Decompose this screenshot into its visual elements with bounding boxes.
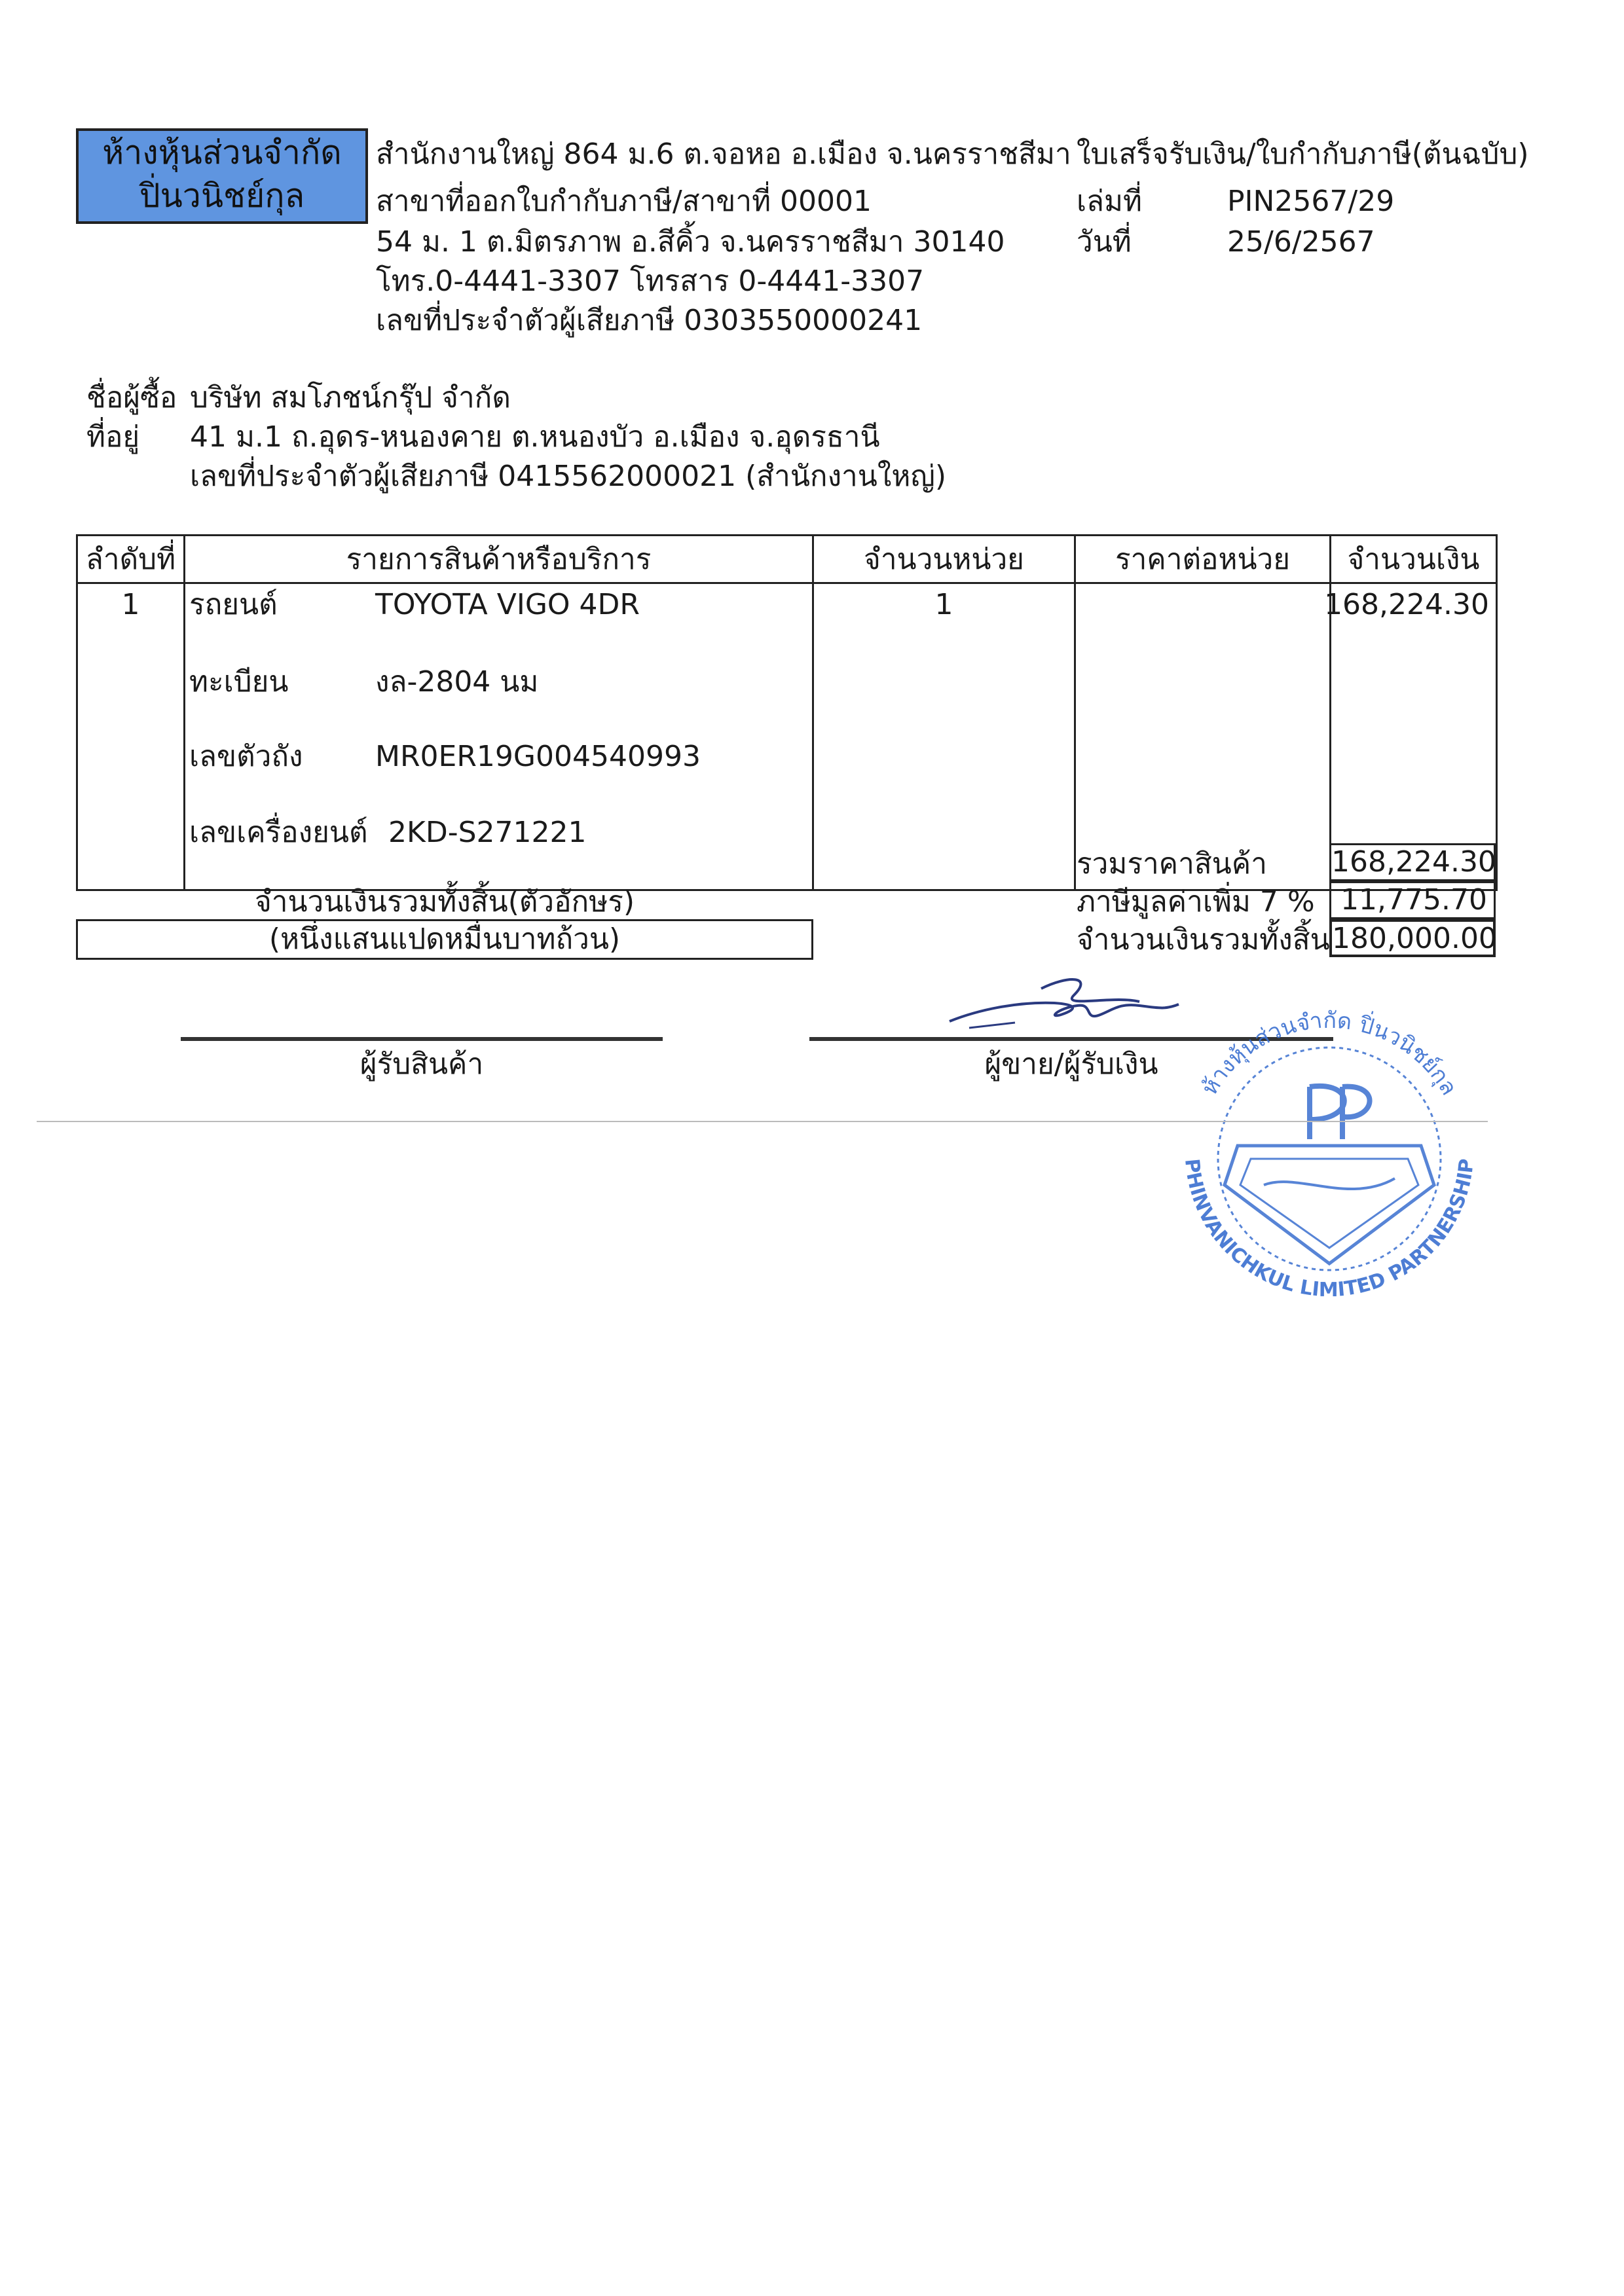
- chassis-label: เลขตัวถัง: [189, 740, 303, 773]
- row-index: 1: [121, 588, 140, 621]
- engine-label: เลขเครื่องยนต์: [189, 816, 368, 849]
- company-name-box: [76, 128, 368, 224]
- items-table: [76, 534, 1498, 891]
- table-row: [77, 583, 1497, 890]
- amount-in-words-label: จำนวนเงินรวมทั้งสิ้น(ตัวอักษร): [254, 885, 635, 919]
- stamp-bottom-text: PHINVANICHKUL LIMITED PARTNERSHIP: [1180, 1157, 1479, 1302]
- stamp-top-text: ห้างหุ้นส่วนจำกัด ปิ่นวนิชย์กุล: [1196, 1007, 1462, 1100]
- row-amount: 168,224.30: [1324, 588, 1489, 621]
- buyer-name: บริษัท สมโภชน์กรุ๊ป จำกัด: [190, 381, 511, 414]
- company-stamp-icon: [1159, 989, 1500, 1329]
- branch-address: 54 ม. 1 ต.มิตรภาพ อ.สีคิ้ว จ.นครราชสีมา 30140: [376, 225, 1005, 259]
- row-quantity-cell: [813, 583, 1075, 890]
- book-label: เล่มที่: [1077, 185, 1143, 218]
- company-name-line2: ปิ่นวนิชย์กุล: [139, 177, 305, 215]
- chassis-number: MR0ER19G004540993: [375, 740, 701, 773]
- receiver-signature-label: ผู้รับสินค้า: [360, 1048, 484, 1081]
- company-tax-id: เลขที่ประจำตัวผู้เสียภาษี 0303550000241: [376, 304, 923, 337]
- document-date: 25/6/2567: [1227, 225, 1375, 259]
- subtotal-label: รวมราคาสินค้า: [1077, 847, 1267, 881]
- branch-info: สาขาที่ออกใบกำกับภาษี/สาขาที่ 00001: [376, 185, 872, 218]
- header-index: ลำดับที่: [77, 536, 185, 583]
- engine-number: 2KD-S271221: [388, 816, 587, 849]
- grand-total-value: 180,000.00: [1329, 919, 1496, 957]
- registration-value: งล-2804 นม: [375, 665, 539, 699]
- row-index-cell: [77, 583, 185, 890]
- buyer-address: 41 ม.1 ถ.อุดร-หนองคาย ต.หนองบัว อ.เมือง จ.อุดรธานี: [190, 420, 880, 454]
- table-header-row: [77, 536, 1497, 583]
- row-quantity: 1: [934, 588, 953, 621]
- buyer-address-label: ที่อยู่: [86, 420, 140, 454]
- header-unit-price: ราคาต่อหน่วย: [1075, 536, 1331, 583]
- vehicle-label: รถยนต์: [189, 588, 278, 621]
- vehicle-model: TOYOTA VIGO 4DR: [375, 588, 640, 621]
- head-office-address: สำนักงานใหญ่ 864 ม.6 ต.จอหอ อ.เมือง จ.นครราชสีมา: [376, 137, 1071, 171]
- registration-label: ทะเบียน: [189, 665, 289, 699]
- bottom-divider: [37, 1121, 1488, 1122]
- grand-total-label: จำนวนเงินรวมทั้งสิ้น: [1077, 923, 1330, 957]
- header-description: รายการสินค้าหรือบริการ: [185, 536, 813, 583]
- row-description-cell: [185, 583, 813, 890]
- seller-signature-label: ผู้ขาย/ผู้รับเงิน: [984, 1048, 1158, 1081]
- amount-in-words: (หนึ่งแสนแปดหมื่นบาทถ้วน): [76, 919, 813, 960]
- header-quantity: จำนวนหน่วย: [813, 536, 1075, 583]
- document-title: ใบเสร็จรับเงิน/ใบกำกับภาษี(ต้นฉบับ): [1077, 137, 1529, 171]
- date-label: วันที่: [1077, 225, 1132, 259]
- receiver-signature-line: [181, 1037, 663, 1041]
- header-amount: จำนวนเงิน: [1331, 536, 1497, 583]
- vat-label: ภาษีมูลค่าเพิ่ม 7 %: [1077, 885, 1315, 919]
- buyer-name-label: ชื่อผู้ซื้อ: [86, 381, 177, 414]
- buyer-tax-id: เลขที่ประจำตัวผู้เสียภาษี 0415562000021 (สำนักงานใหญ่): [190, 460, 946, 493]
- vat-value: 11,775.70: [1329, 881, 1496, 919]
- subtotal-value: 168,224.30: [1329, 843, 1496, 881]
- company-name-line1: ห้างหุ้นส่วนจำกัด: [102, 134, 342, 172]
- book-number: PIN2567/29: [1227, 185, 1395, 218]
- company-phone: โทร.0-4441-3307 โทรสาร 0-4441-3307: [376, 264, 925, 298]
